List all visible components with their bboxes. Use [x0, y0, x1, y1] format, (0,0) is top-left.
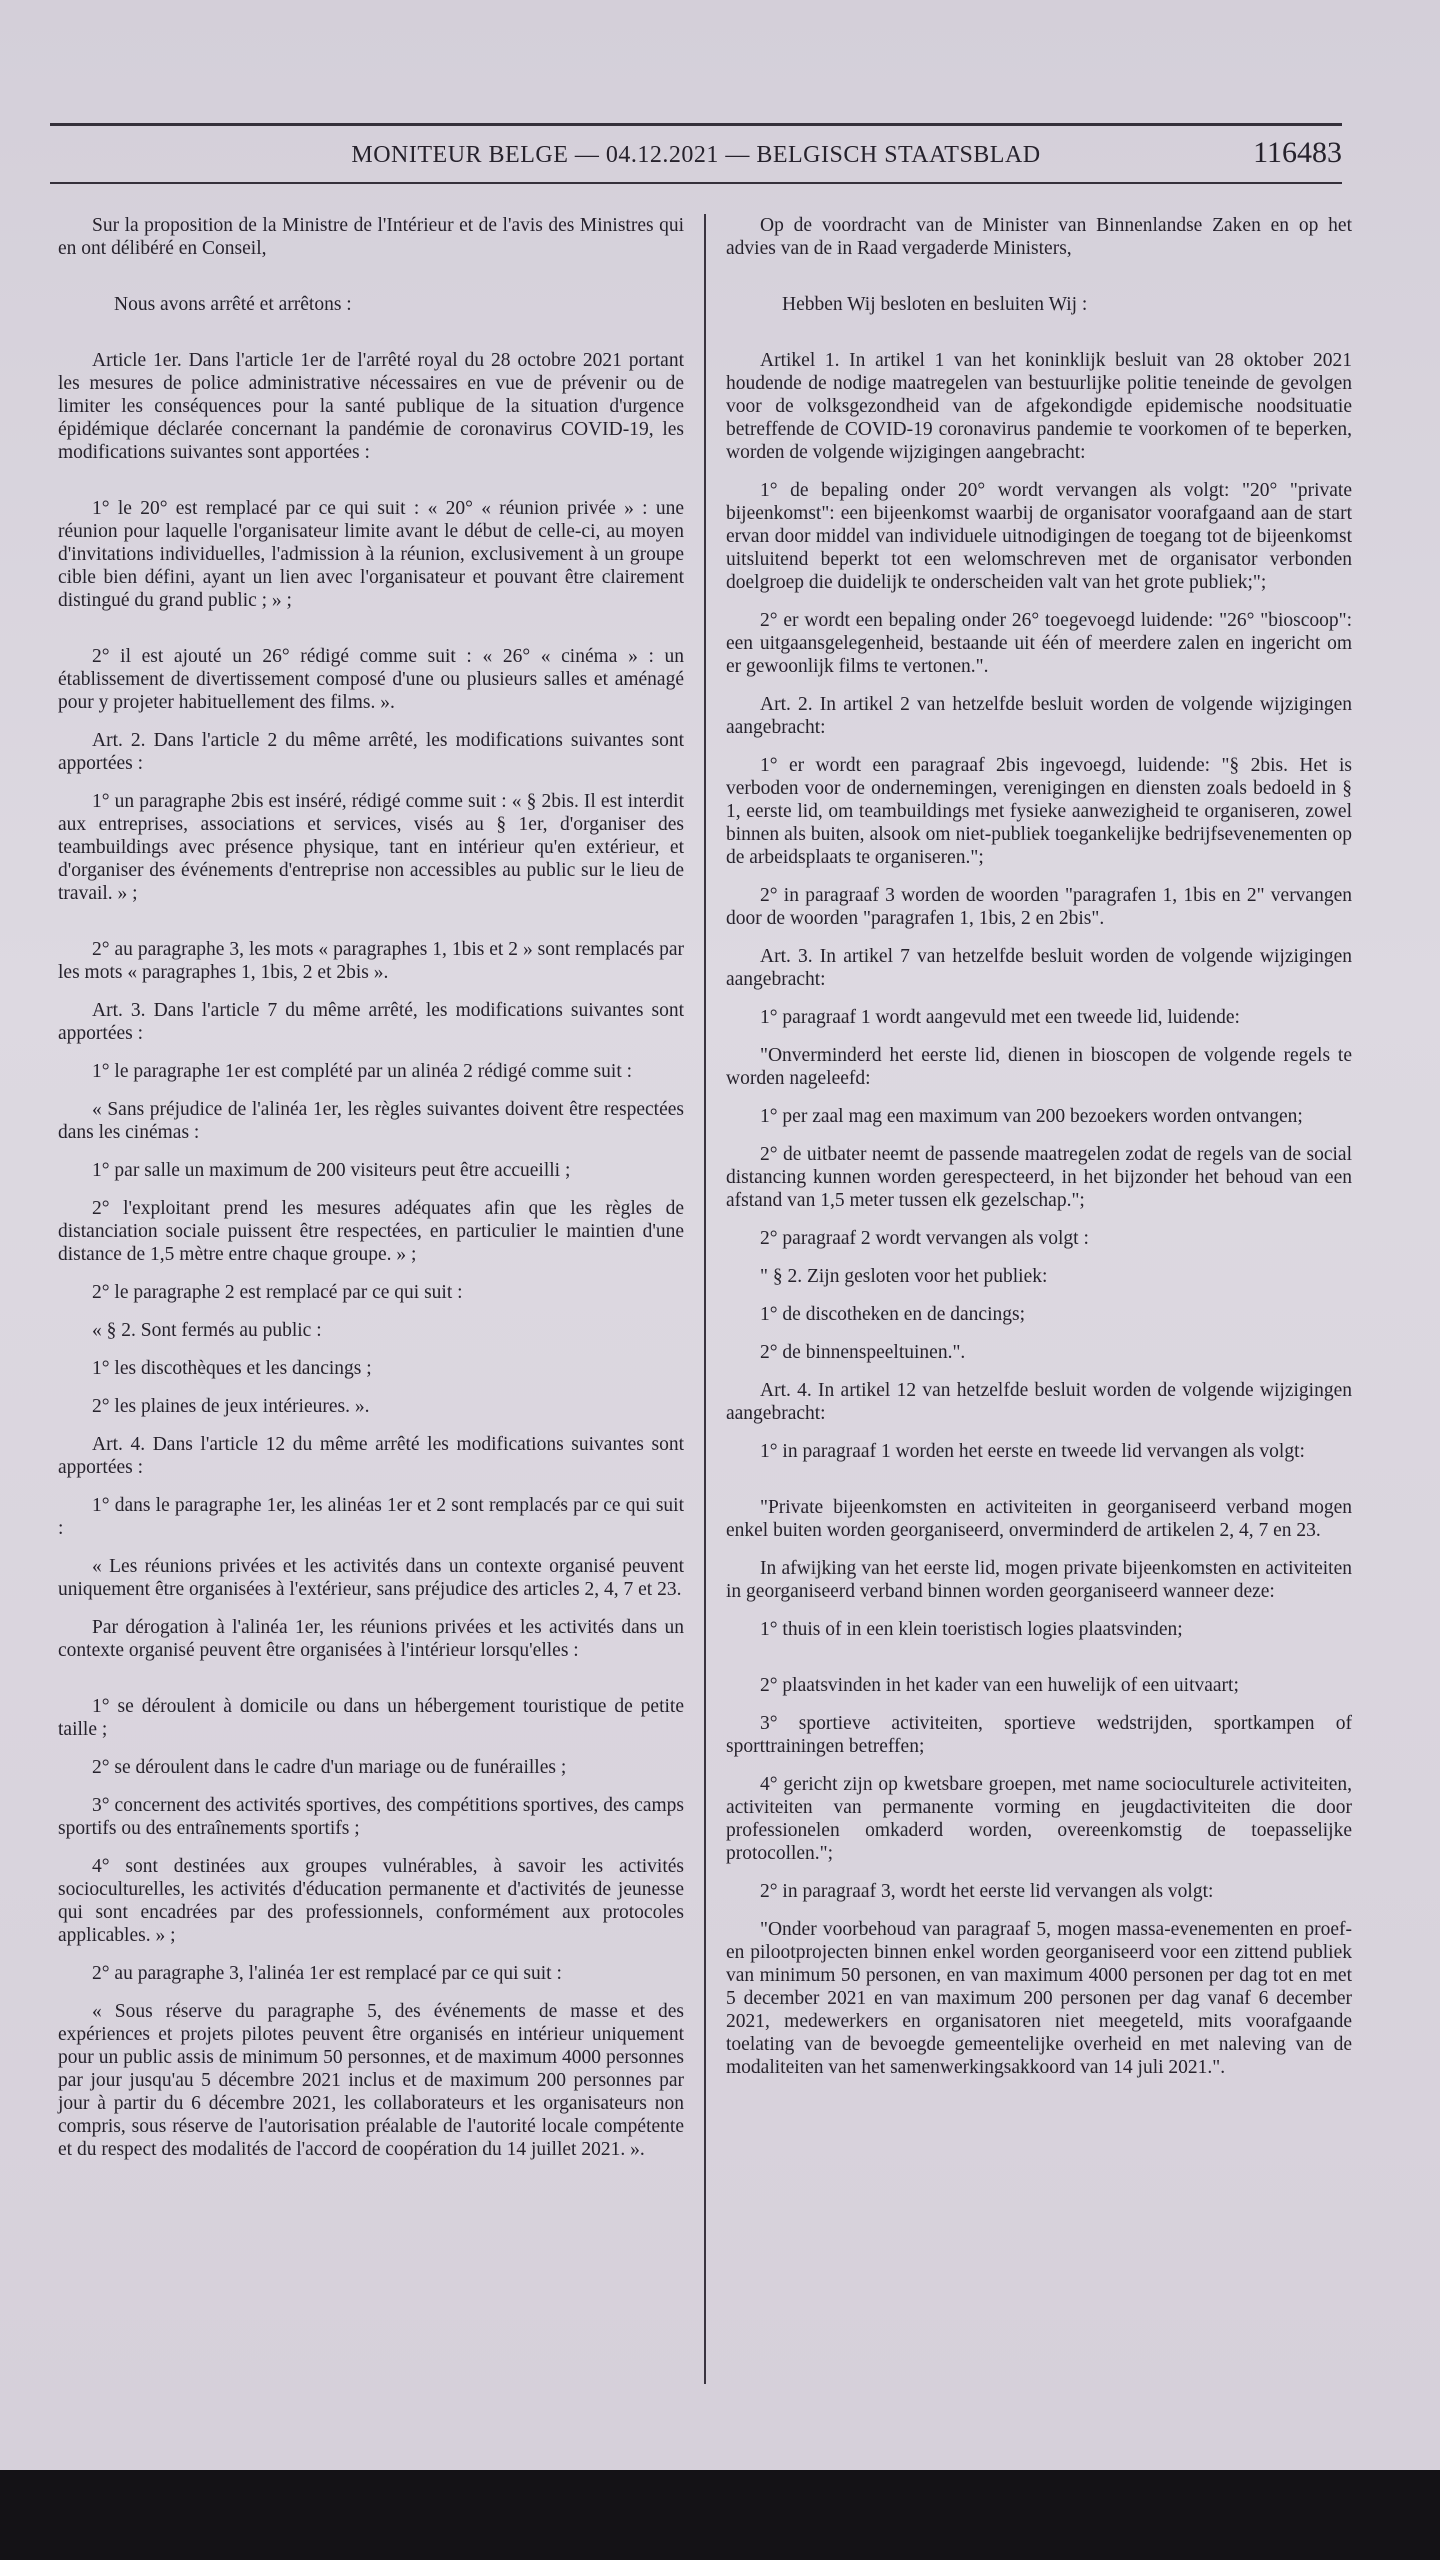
nl-paragraph: 1° paragraaf 1 wordt aangevuld met een tweede lid, luidende: — [760, 1007, 1240, 1028]
fr-paragraph: 3° concernent des activités sportives, des compétitions sportives, des camps sportifs ou des entraînements sportifs ; — [58, 1795, 684, 1839]
fr-paragraph: 2° l'exploitant prend les mesures adéquates afin que les règles de distanciation sociale puissent être respectées, en particulier le maintien d'une distance de 1,5 mètre entre chaque groupe. » ; — [58, 1198, 684, 1265]
header-rule-top — [50, 123, 1342, 126]
nl-paragraph: 2° de uitbater neemt de passende maatregelen zodat de regels van de social distancing kunnen worden gerespecteerd, in het bijzonder het behoud van een afstand van 1,5 meter tussen elk gezelschap."; — [726, 1144, 1352, 1211]
nl-paragraph: "Onder voorbehoud van paragraaf 5, mogen massa-evenementen en proef- en pilootprojecten binnen enkel worden georganiseerd voor een zittend publiek van minimum 50 personen, en van maximum 4000 personen per dag tot en met 5 december 2021 en van maximum 200 personen per dag vanaf 6 december 2021, medewerkers en organisatoren niet meegeteld, mits voorafgaande toelating van de bevoegde gemeentelijke overheid en met naleving van de modaliteiten van het samenwerkingsakkoord van 14 juli 2021.". — [726, 1919, 1352, 2078]
fr-paragraph: 1° se déroulent à domicile ou dans un hébergement touristique de petite taille ; — [58, 1696, 684, 1740]
nl-paragraph: Op de voordracht van de Minister van Binnenlandse Zaken en op het advies van de in Raad vergaderde Ministers, — [726, 215, 1352, 259]
fr-paragraph: Art. 2. Dans l'article 2 du même arrêté, les modifications suivantes sont apportées : — [58, 730, 684, 774]
nl-paragraph: In afwijking van het eerste lid, mogen private bijeenkomsten en activiteiten in georganiseerd verband binnen worden georganiseerd wanneer deze: — [726, 1558, 1352, 1602]
fr-paragraph: Sur la proposition de la Ministre de l'Intérieur et de l'avis des Ministres qui en ont délibéré en Conseil, — [58, 215, 684, 259]
fr-paragraph: « Sans préjudice de l'alinéa 1er, les règles suivantes doivent être respectées dans les cinémas : — [58, 1099, 684, 1143]
nl-paragraph: "Onverminderd het eerste lid, dienen in bioscopen de volgende regels te worden nageleefd: — [726, 1045, 1352, 1089]
nl-paragraph: "Private bijeenkomsten en activiteiten in georganiseerd verband mogen enkel buiten worden georganiseerd, onverminderd de artikelen 2, 4, 7 en 23. — [726, 1497, 1352, 1541]
fr-paragraph: « Les réunions privées et les activités dans un contexte organisé peuvent uniquement être organisées à l'extérieur, sans préjudice des articles 2, 4, 7 et 23. — [58, 1556, 684, 1600]
fr-paragraph: 1° le 20° est remplacé par ce qui suit : « 20° « réunion privée » : une réunion pour laquelle l'organisateur limite avant le début de celle-ci, au moyen d'invitations individuelles, l'admission à la réunion, exclusivement à un groupe cible bien défini, ayant un lien avec l'organisateur et pouvant être clairement distingué du grand public ; » ; — [58, 498, 684, 611]
nl-paragraph: " § 2. Zijn gesloten voor het publiek: — [760, 1266, 1048, 1287]
nl-paragraph: Art. 3. In artikel 7 van hetzelfde besluit worden de volgende wijzigingen aangebracht: — [726, 946, 1352, 990]
nl-paragraph: Art. 2. In artikel 2 van hetzelfde besluit worden de volgende wijzigingen aangebracht: — [726, 694, 1352, 738]
nl-paragraph: 2° de binnenspeeltuinen.". — [760, 1342, 966, 1363]
nl-paragraph: 1° de discotheken en de dancings; — [760, 1304, 1026, 1325]
nl-paragraph: Art. 4. In artikel 12 van hetzelfde besluit worden de volgende wijzigingen aangebracht: — [726, 1380, 1352, 1424]
header-rule-bottom — [50, 182, 1342, 184]
dutch-column — [726, 214, 1352, 2094]
nl-paragraph: 2° in paragraaf 3, wordt het eerste lid vervangen als volgt: — [760, 1881, 1214, 1902]
nl-paragraph: 4° gericht zijn op kwetsbare groepen, met name socioculturele activiteiten, activiteiten van permanente vorming en jeugdactiviteiten die door professionelen omkaderd worden, overeenkomstig de toepasselijke protocollen."; — [726, 1774, 1352, 1864]
nl-paragraph: 1° er wordt een paragraaf 2bis ingevoegd, luidende: "§ 2bis. Het is verboden voor de ondernemingen, verenigingen en diensten zoals bedoeld in § 1, eerste lid, om teambuildings met fysieke aanwezigheid te organiseren, zowel binnen als buiten, alsook om niet-publiek toegankelijke bedrijfsevenementen op de arbeidsplaats te organiseren."; — [726, 755, 1352, 868]
fr-paragraph: « Sous réserve du paragraphe 5, des événements de masse et des expériences et projets pilotes peuvent être organisés en intérieur uniquement pour un public assis de minimum 50 personnes, et de maximum 4000 personnes par jour jusqu'au 5 décembre 2021 inclus et de maximum 200 personnes par jour à partir du 6 décembre 2021, les collaborateurs et les organisateurs non compris, sous réserve de l'autorisation préalable de l'autorité locale compétente et du respect des modalités de l'accord de coopération du 14 juillet 2021. ». — [58, 2001, 684, 2160]
fr-paragraph: 2° le paragraphe 2 est remplacé par ce qui suit : — [92, 1282, 463, 1303]
fr-paragraph: 2° au paragraphe 3, l'alinéa 1er est remplacé par ce qui suit : — [92, 1963, 562, 1984]
nl-paragraph: Hebben Wij besloten en besluiten Wij : — [782, 294, 1088, 315]
fr-paragraph: « § 2. Sont fermés au public : — [92, 1320, 322, 1341]
fr-paragraph: 1° le paragraphe 1er est complété par un alinéa 2 rédigé comme suit : — [92, 1061, 633, 1082]
fr-paragraph: 2° les plaines de jeux intérieures. ». — [92, 1396, 370, 1417]
fr-paragraph: 1° dans le paragraphe 1er, les alinéas 1er et 2 sont remplacés par ce qui suit : — [58, 1495, 684, 1539]
dark-background-band — [0, 2470, 1440, 2560]
nl-paragraph: Artikel 1. In artikel 1 van het koninklijk besluit van 28 oktober 2021 houdende de nodige maatregelen van bestuurlijke politie teneinde de gevolgen voor de volksgezondheid van de afgekondigde epidemische noodsituatie betreffende de COVID-19 coronavirus pandemie te voorkomen of te beperken, worden de volgende wijzigingen aangebracht: — [726, 350, 1352, 463]
column-divider — [704, 214, 706, 2384]
fr-paragraph: Art. 4. Dans l'article 12 du même arrêté les modifications suivantes sont apportées : — [58, 1434, 684, 1478]
nl-paragraph: 1° in paragraaf 1 worden het eerste en tweede lid vervangen als volgt: — [760, 1441, 1305, 1462]
nl-paragraph: 1° de bepaling onder 20° wordt vervangen als volgt: "20° "private bijeenkomst": een bijeenkomst waarbij de organisator voorafgaand aan de start ervan door middel van individuele uitnodigingen de toegang tot de bijeenkomst uitsluitend beperkt tot een welomschreven met de organisator verbonden doelgroep die duidelijk te onderscheiden valt van het grote publiek;"; — [726, 480, 1352, 593]
fr-paragraph: 2° il est ajouté un 26° rédigé comme suit : « 26° « cinéma » : un établissement de divertissement composé d'une ou plusieurs salles et aménagé pour y projeter habituellement des films. ». — [58, 646, 684, 713]
nl-paragraph: 2° plaatsvinden in het kader van een huwelijk of een uitvaart; — [760, 1675, 1239, 1696]
page-number: 116483 — [1253, 136, 1342, 169]
page-header-title: MONITEUR BELGE — 04.12.2021 — BELGISCH STAATSBLAD — [351, 142, 1041, 168]
fr-paragraph: 1° un paragraphe 2bis est inséré, rédigé comme suit : « § 2bis. Il est interdit aux entreprises, associations et services, visés au § 1er, d'organiser des teambuildings avec présence physique, tant en intérieur qu'en extérieur, et d'organiser des événements d'entreprise non accessibles au public sur le lieu de travail. » ; — [58, 791, 684, 904]
fr-paragraph: Article 1er. Dans l'article 1er de l'arrêté royal du 28 octobre 2021 portant les mesures de police administrative nécessaires en vue de prévenir ou de limiter les conséquences pour la santé publique de la situation d'urgence épidémique déclarée concernant la pandémie de coronavirus COVID-19, les modifications suivantes sont apportées : — [58, 350, 684, 463]
fr-paragraph: Par dérogation à l'alinéa 1er, les réunions privées et les activités dans un contexte organisé peuvent être organisées à l'intérieur lorsqu'elles : — [58, 1617, 684, 1661]
fr-paragraph: 1° les discothèques et les dancings ; — [92, 1358, 372, 1379]
nl-paragraph: 2° er wordt een bepaling onder 26° toegevoegd luidende: "26° "bioscoop": een uitgaansgelegenheid, bestaande uit één of meerdere zalen en ingericht om er gewoonlijk films te vertonen.". — [726, 610, 1352, 677]
nl-paragraph: 1° per zaal mag een maximum van 200 bezoekers worden ontvangen; — [760, 1106, 1303, 1127]
nl-paragraph: 2° in paragraaf 3 worden de woorden "paragrafen 1, 1bis en 2" vervangen door de woorden "paragrafen 1, 1bis, 2 en 2bis". — [726, 885, 1352, 929]
fr-paragraph: Art. 3. Dans l'article 7 du même arrêté, les modifications suivantes sont apportées : — [58, 1000, 684, 1044]
fr-paragraph: 2° au paragraphe 3, les mots « paragraphes 1, 1bis et 2 » sont remplacés par les mots « paragraphes 1, 1bis, 2 et 2bis ». — [58, 939, 684, 983]
nl-paragraph: 2° paragraaf 2 wordt vervangen als volgt : — [760, 1228, 1089, 1249]
french-column — [58, 214, 684, 2176]
fr-paragraph: Nous avons arrêté et arrêtons : — [114, 294, 352, 315]
nl-paragraph: 3° sportieve activiteiten, sportieve wedstrijden, sportkampen of sporttrainingen betreffen; — [726, 1713, 1352, 1757]
fr-paragraph: 2° se déroulent dans le cadre d'un mariage ou de funérailles ; — [92, 1757, 567, 1778]
fr-paragraph: 4° sont destinées aux groupes vulnérables, à savoir les activités socioculturelles, les activités d'éducation permanente et d'activités de jeunesse qui sont encadrées par des professionnels, conformément aux protocoles applicables. » ; — [58, 1856, 684, 1946]
fr-paragraph: 1° par salle un maximum de 200 visiteurs peut être accueilli ; — [92, 1160, 571, 1181]
nl-paragraph: 1° thuis of in een klein toeristisch logies plaatsvinden; — [760, 1619, 1183, 1640]
